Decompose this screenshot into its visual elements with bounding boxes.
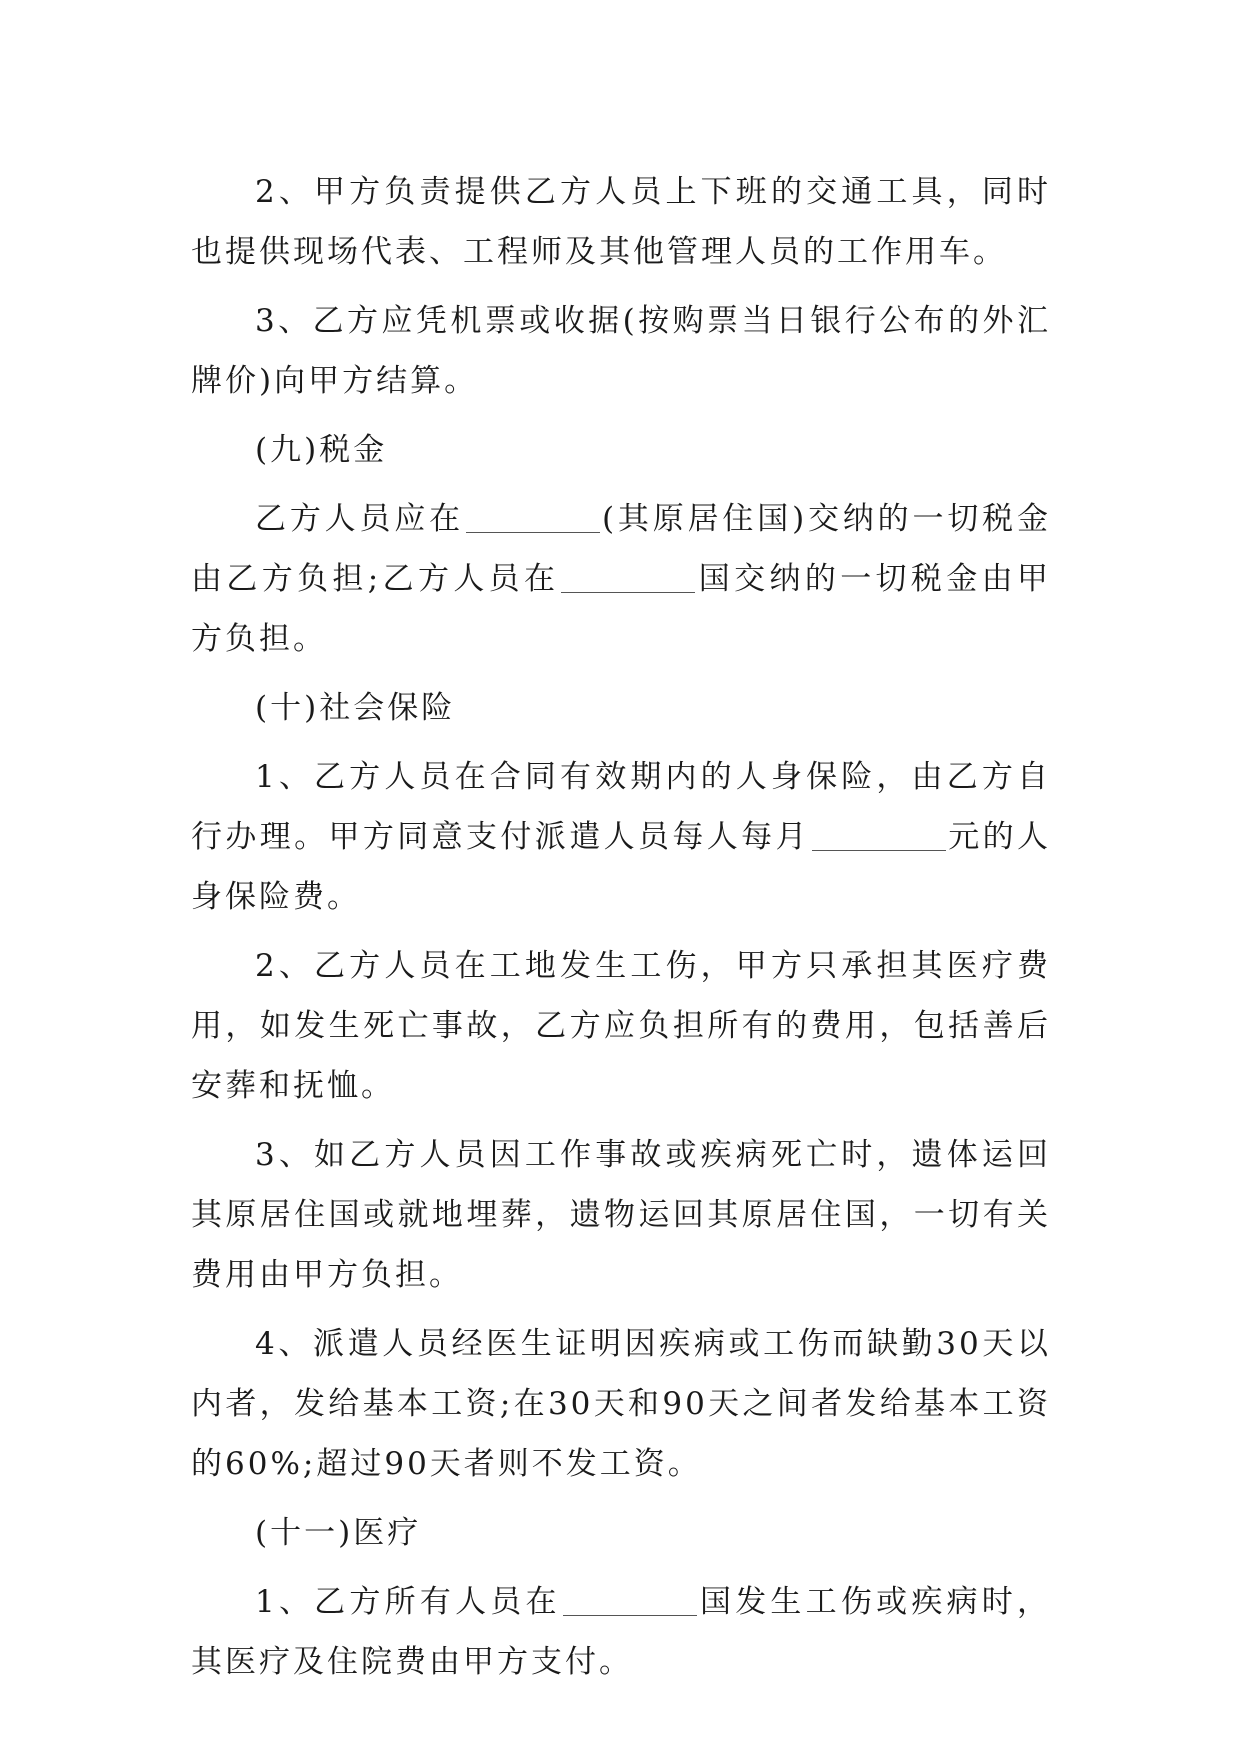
tax-text-a: 乙方人员应在: [255, 501, 464, 537]
paragraph-insurance-2: 2、乙方人员在工地发生工伤，甲方只承担其医疗费用，如发生死亡事故，乙方应负担所有的费用，包括善后安葬和抚恤。: [191, 948, 1051, 1104]
fill-in-blank: [812, 820, 946, 851]
paragraph-medical-1: [191, 1572, 1051, 1692]
paragraph-transport-3: 3、乙方应凭机票或收据(按购票当日银行公布的外汇牌价)向甲方结算。: [191, 303, 1051, 399]
paragraph-insurance-3: 3、如乙方人员因工作事故或疾病死亡时，遗体运回其原居住国或就地埋葬，遗物运回其原居住国，一切有关费用由甲方负担。: [191, 1137, 1051, 1293]
insurance-1-text-b: 元的人身保险费。: [191, 819, 1052, 915]
fill-in-blank: [466, 502, 600, 533]
fill-in-blank: [561, 562, 695, 593]
document-body: [191, 162, 1051, 1701]
medical-1-text-a: 1、乙方所有人员在: [255, 1584, 561, 1620]
paragraph-transport-2: 2、甲方负责提供乙方人员上下班的交通工具，同时也提供现场代表、工程师及其他管理人员的工作用车。: [191, 174, 1051, 270]
fill-in-blank: [563, 1585, 697, 1616]
tax-text-b: (其原居住国)交纳的一切税金由乙方负担;乙方人员在: [191, 501, 1052, 597]
paragraph-insurance-1: [191, 747, 1051, 927]
section-heading-insurance: (十)社会保险: [255, 690, 456, 726]
paragraph-insurance-4: 4、派遣人员经医生证明因疾病或工伤而缺勤30天以内者，发给基本工资;在30天和90天之间者发给基本工资的60%;超过90天者则不发工资。: [191, 1326, 1051, 1482]
tax-text-c: 国交纳的一切税金由甲方负担。: [191, 561, 1051, 657]
section-heading-medical: (十一)医疗: [255, 1515, 422, 1551]
medical-1-text-b: 国发生工伤或疾病时，其医疗及住院费由甲方支付。: [191, 1584, 1051, 1680]
section-heading-tax: (九)税金: [255, 432, 388, 468]
insurance-1-text-a: 1、乙方人员在合同有效期内的人身保险，由乙方自行办理。甲方同意支付派遣人员每人每月: [191, 759, 1051, 855]
paragraph-tax: [191, 489, 1051, 669]
